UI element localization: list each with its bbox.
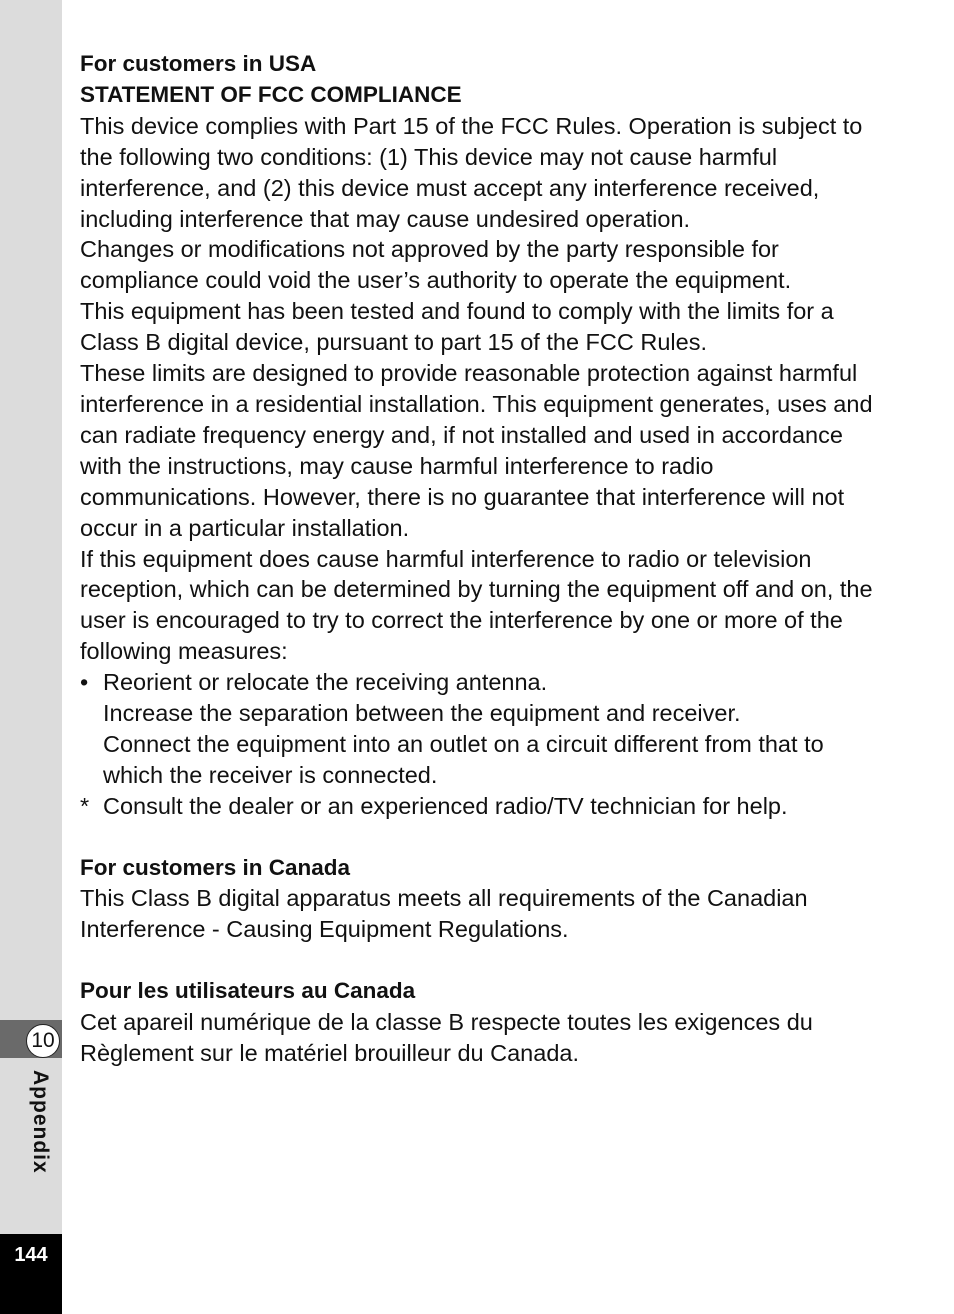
measure-list-item [80, 729, 880, 791]
section-spacer [80, 945, 880, 976]
fcc-paragraph: This device complies with Part 15 of the FCC Rules. Operation is subject to the following two conditions: (1) This device may not cause harmful interference, and (2) this device must accept any interference received, including interference that may cause undesired operation. [80, 112, 863, 232]
bullet-marker: • [80, 669, 89, 696]
fcc-paragraph: Changes or modifications not approved by the party responsible for compliance could void the user’s authority to operate the equipment. [80, 236, 792, 294]
page-content [80, 49, 880, 1069]
measure-text: Consult the dealer or an experienced radio/TV technician for help. [103, 792, 788, 819]
fcc-statement-heading: STATEMENT OF FCC COMPLIANCE [80, 81, 462, 107]
canada-fr-paragraph: Cet apareil numérique de la classe B respecte toutes les exigences du Règlement sur le matériel brouilleur du Canada. [80, 1009, 813, 1066]
measure-list-item [80, 667, 880, 698]
fcc-paragraph: This equipment has been tested and found to comply with the limits for a Class B digital device, pursuant to part 15 of the FCC Rules. [80, 298, 834, 356]
canada-paragraph: This Class B digital apparatus meets all requirements of the Canadian Interference - Causing Equipment Regulations. [80, 885, 808, 943]
canada-heading: For customers in Canada [80, 854, 351, 880]
measure-text: Connect the equipment into an outlet on a circuit different from that to which the receiver is connected. [103, 730, 824, 788]
measure-text: Increase the separation between the equipment and receiver. [103, 700, 741, 727]
measure-list-item [80, 698, 880, 729]
bullet-marker [80, 729, 103, 791]
measure-list-item [80, 791, 880, 822]
fcc-paragraph: These limits are designed to provide reasonable protection against harmful interference in a residential installation. This equipment generates, uses and can radiate frequency energy and, if not installed and used in accordance with the instructions, may cause harmful interference to radio communications. However, there is no guarantee that interference will not occur in a particular installation. [80, 360, 873, 541]
canada-fr-heading: Pour les utilisateurs au Canada [80, 978, 416, 1004]
bullet-marker [80, 698, 103, 729]
asterisk-marker: * [80, 792, 90, 819]
section-spacer [80, 822, 880, 853]
fcc-paragraph: If this equipment does cause harmful interference to radio or television reception, which can be determined by turning the equipment off and on, the user is encouraged to try to correct the interference by one or more of the following measures: [80, 545, 873, 665]
page-number: 144 [14, 1244, 48, 1266]
chapter-number: 10 [26, 1024, 60, 1058]
measure-text: Reorient or relocate the receiving antenna. [103, 669, 548, 696]
chapter-label: Appendix [29, 1070, 52, 1174]
usa-heading: For customers in USA [80, 51, 317, 76]
